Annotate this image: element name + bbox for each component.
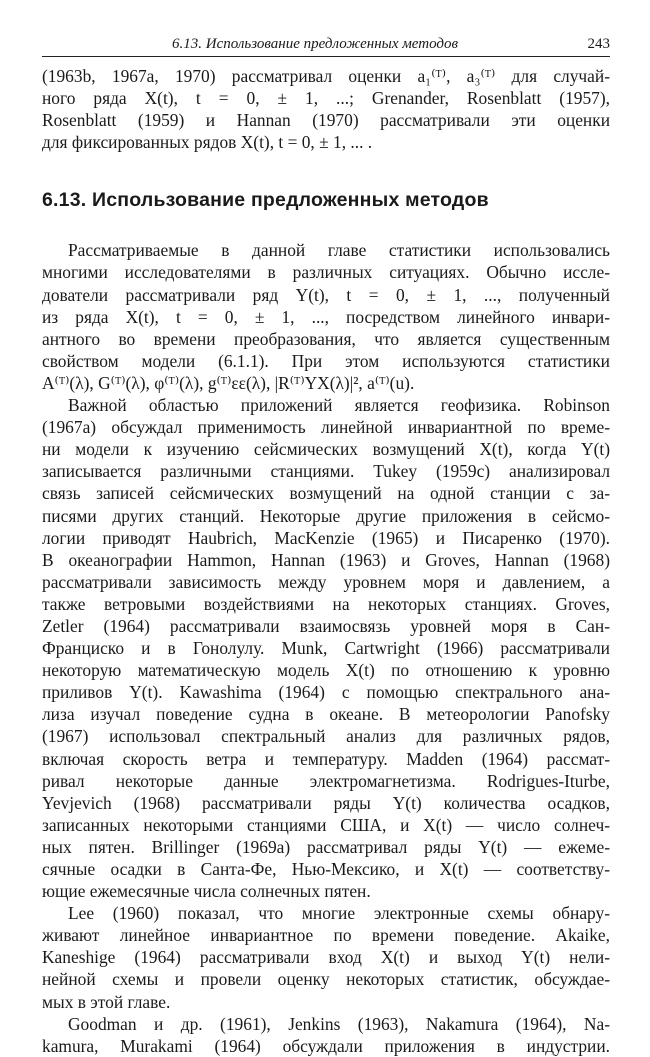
running-head-title: 6.13. Использование предложенных методов (172, 36, 458, 52)
text-line: ющие ежемесячные числа солнечных пятен. (42, 881, 371, 902)
text-line: многими исследователями в различных ситуациях. Обычно иссле- (42, 262, 610, 283)
text-line: также ветровыми воздействиями на некоторых станциях. Groves, (42, 593, 610, 614)
running-head (42, 36, 610, 57)
text-line: приливов Y(t). Kawashima (1964) с помощью спектрального ана- (42, 682, 610, 703)
text-line: (1967a) обсуждал применимость линейной инвариантной по време- (42, 417, 610, 438)
text-line: нейной схемы и провели оценку некоторых статистик, обсуждае- (42, 969, 610, 990)
paragraph-3 (42, 902, 610, 1012)
text-line: Важной областью приложений является геофизика. Robinson (68, 395, 610, 416)
text-line: записанных некоторыми станциями США, и X(t) — число солнеч- (42, 814, 610, 835)
text-line: дователи рассматривали ряд Y(t), t = 0, ± 1, ..., полученный (42, 284, 610, 305)
text-line: из ряда X(t), t = 0, ± 1, ..., посредством линейного инвари- (42, 306, 610, 327)
text-line: антного во времени преобразования, что является существенным (42, 328, 610, 349)
page-number: 243 (587, 36, 610, 52)
text-line: логии приводят Haubrich, MacKenzie (1965) и Писаренко (1970). (42, 527, 610, 548)
text-line: A⁽ᵀ⁾(λ), G⁽ᵀ⁾(λ), φ⁽ᵀ⁾(λ), g⁽ᵀ⁾εε(λ), |R⁽ᵀ⁾YX(λ)|², a⁽ᵀ⁾(u). (42, 372, 415, 393)
text-line: Yevjevich (1968) рассматривали ряды Y(t) количества осадков, (42, 792, 610, 813)
paragraph-2 (42, 394, 610, 902)
text-line: (1967) использовал спектральный анализ для различных рядов, (42, 726, 610, 747)
text-line: В океанографии Hammon, Hannan (1963) и Groves, Hannan (1968) (42, 549, 610, 570)
text-line: ных пятен. Brillinger (1969a) рассматривал ряды Y(t) — ежеме- (42, 836, 610, 857)
text-line: свойством модели (6.1.1). При этом используются статистики (42, 350, 610, 371)
text-line: Рассматриваемые в данной главе статистики использовались (68, 240, 610, 261)
text-line: сячные осадки в Санта-Фе, Нью-Мексико, и X(t) — соответству- (42, 859, 610, 879)
text-line: ривал некоторые данные электромагнетизма. Rodrigues-Iturbe, (42, 770, 610, 791)
continuation-paragraph (42, 65, 610, 153)
text-line: kamura, Murakami (1964) обсуждали приложения в индустрии. (42, 1035, 610, 1056)
paragraph-4 (42, 1013, 610, 1057)
text-line: мых в этой главе. (42, 991, 171, 1012)
section-heading: 6.13. Использование предложенных методов (42, 189, 489, 212)
text-line: ного ряда X(t), t = 0, ± 1, ...; Grenander, Rosenblatt (1957), (42, 88, 610, 109)
text-line: записывается различными станциями. Tukey (1959c) анализировал (42, 461, 610, 482)
text-line: Rosenblatt (1959) и Hannan (1970) рассматривали эти оценки (42, 110, 610, 131)
text-line: ни модели к изучению сейсмических возмущений X(t), когда Y(t) (42, 439, 610, 460)
text-line: некоторую математическую модель X(t) по отношению к уровню (42, 660, 610, 681)
text-line: Lee (1960) показал, что многие электронные схемы обнару- (68, 903, 610, 924)
text-line: рассматривали зависимость между уровнем моря и давлением, а (42, 571, 610, 592)
text-line: лиза изучал поведение судна в океане. В метеорологии Panofsky (42, 704, 610, 725)
text-line: писями других станций. Некоторые другие приложения в сейсмо- (42, 505, 610, 526)
text-line: Франциско и в Гонолулу. Munk, Cartwright (1966) рассматривали (42, 638, 610, 659)
page (42, 36, 610, 1057)
text-line: Goodman и др. (1961), Jenkins (1963), Nakamura (1964), Na- (68, 1013, 610, 1034)
text-line: связь записей сейсмических возмущений на одной станции с за- (42, 483, 610, 504)
text-line: (1963b, 1967a, 1970) рассматривал оценки a₁⁽ᵀ⁾, a₃⁽ᵀ⁾ для случай- (42, 66, 610, 86)
text-line: включая скорость ветра и температуру. Madden (1964) рассмат- (42, 748, 610, 769)
text-line: для фиксированных рядов X(t), t = 0, ± 1, ... . (42, 132, 373, 153)
paragraph-1 (42, 239, 610, 394)
text-line: Zetler (1964) рассматривали взаимосвязь уровней моря в Сан- (42, 615, 610, 636)
text-line: живают линейное инвариантное по времени поведение. Akaike, (42, 925, 610, 946)
text-line: Kaneshige (1964) рассматривали вход X(t) и выход Y(t) нели- (42, 947, 610, 968)
